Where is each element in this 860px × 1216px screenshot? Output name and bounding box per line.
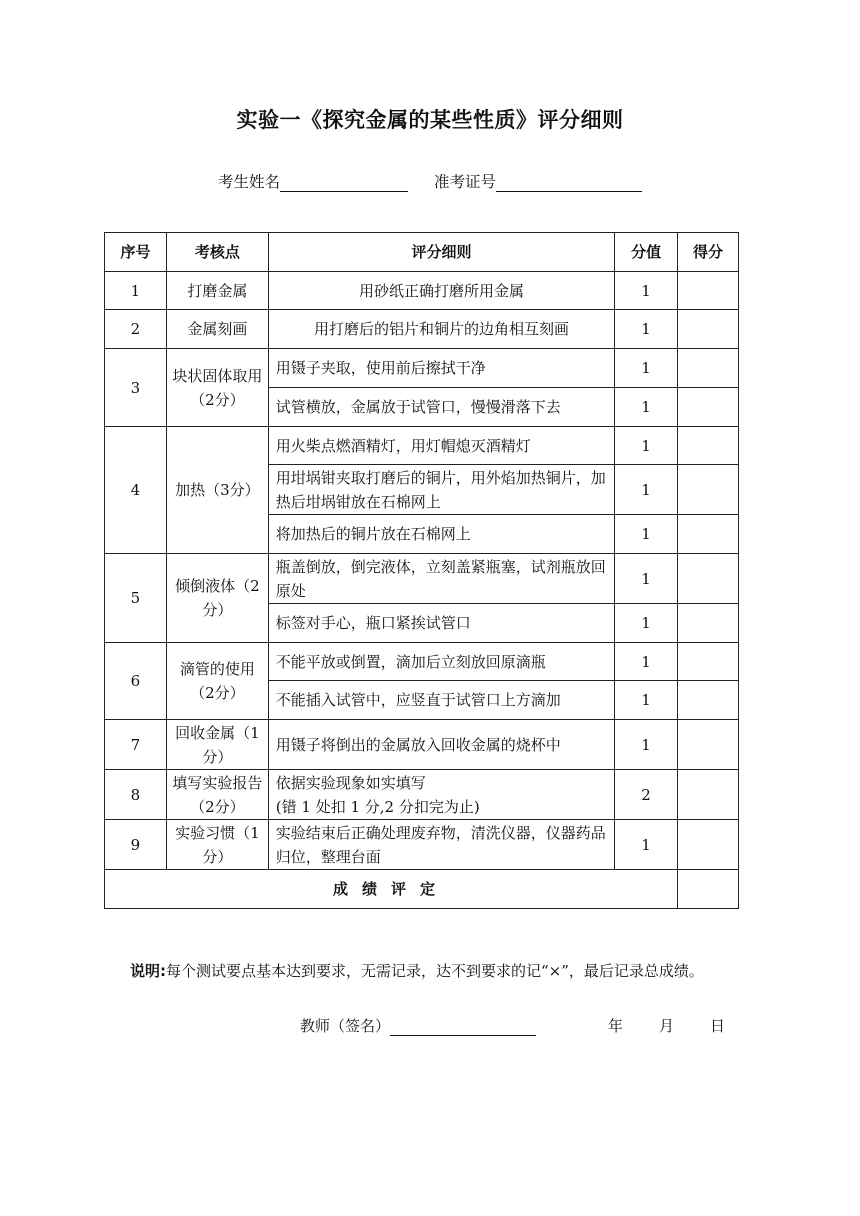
row-criteria: 用坩埚钳夹取打磨后的铜片，用外焰加热铜片，加热后坩埚钳放在石棉网上: [268, 465, 614, 515]
row-no: 9: [105, 820, 167, 870]
score-cell[interactable]: [678, 770, 739, 820]
note-text: 每个测试要点基本达到要求，无需记录，达不到要求的记“×”，最后记录总成绩。: [166, 962, 704, 980]
header-no: 序号: [105, 233, 167, 272]
row-no: 2: [105, 310, 167, 349]
row-score: 1: [615, 720, 678, 770]
row-criteria: 试管横放，金属放于试管口，慢慢滑落下去: [268, 388, 614, 427]
row-no: 3: [105, 349, 167, 427]
row-score: 1: [615, 820, 678, 870]
row-score: 1: [615, 349, 678, 388]
note-label: 说明:: [130, 962, 166, 980]
table-row: [105, 349, 739, 388]
score-cell[interactable]: [678, 427, 739, 465]
table-row: [105, 272, 739, 310]
row-point: 块状固体取用（2分）: [166, 349, 268, 427]
row-score: 1: [615, 604, 678, 643]
row-no: 4: [105, 427, 167, 554]
row-criteria: 用镊子夹取，使用前后擦拭干净: [268, 349, 614, 388]
header-point: 考核点: [166, 233, 268, 272]
month-label: 月: [659, 1017, 675, 1035]
header-score-got: 得分: [678, 233, 739, 272]
score-cell[interactable]: [678, 388, 739, 427]
document-title: 实验一《探究金属的某些性质》评分细则: [236, 108, 624, 132]
teacher-signature: [300, 1015, 536, 1036]
candidate-info: [0, 170, 860, 192]
table-row: [105, 820, 739, 870]
id-label: 准考证号: [434, 173, 497, 191]
year-label: 年: [608, 1017, 624, 1035]
note: [130, 956, 740, 986]
row-criteria: 标签对手心，瓶口紧挨试管口: [268, 604, 614, 643]
id-blank[interactable]: [496, 175, 642, 192]
row-criteria: 用火柴点燃酒精灯，用灯帽熄灭酒精灯: [268, 427, 614, 465]
row-point: 加热（3分）: [166, 427, 268, 554]
header-score-value: 分值: [615, 233, 678, 272]
row-point: 金属刻画: [166, 310, 268, 349]
scoring-table: [104, 232, 739, 909]
name-blank[interactable]: [280, 175, 408, 192]
score-cell[interactable]: [678, 604, 739, 643]
row-point: 倾倒液体（2分）: [166, 554, 268, 643]
score-cell[interactable]: [678, 310, 739, 349]
row-point: 滴管的使用（2分）: [166, 643, 268, 720]
row-criteria: 不能平放或倒置，滴加后立刻放回原滴瓶: [268, 643, 614, 681]
score-cell[interactable]: [678, 515, 739, 554]
row-no: 1: [105, 272, 167, 310]
row-score: 1: [615, 515, 678, 554]
total-row: [105, 870, 739, 909]
row-no: 7: [105, 720, 167, 770]
date-field: [608, 1015, 725, 1036]
table-row: [105, 427, 739, 465]
score-cell[interactable]: [678, 349, 739, 388]
row-no: 5: [105, 554, 167, 643]
row-criteria: 瓶盖倒放，倒完液体，立刻盖紧瓶塞，试剂瓶放回原处: [268, 554, 614, 604]
table-row: [105, 310, 739, 349]
row-criteria: 用砂纸正确打磨所用金属: [268, 272, 614, 310]
row-point: 实验习惯（1分）: [166, 820, 268, 870]
table-row: [105, 643, 739, 681]
table-row: [105, 770, 739, 820]
row-no: 6: [105, 643, 167, 720]
row-score: 1: [615, 643, 678, 681]
row-criteria: 用打磨后的铝片和铜片的边角相互刻画: [268, 310, 614, 349]
row-score: 1: [615, 465, 678, 515]
row-criteria: [268, 770, 614, 820]
criteria-line: 依据实验现象如实填写: [275, 773, 426, 792]
row-score: 1: [615, 272, 678, 310]
row-score: 2: [615, 770, 678, 820]
score-cell[interactable]: [678, 720, 739, 770]
total-label: 成绩评定: [105, 870, 678, 909]
name-label: 考生姓名: [217, 173, 280, 191]
total-score-cell[interactable]: [678, 870, 739, 909]
signature-label: 教师（签名）: [300, 1017, 391, 1035]
row-criteria: 用镊子将倒出的金属放入回收金属的烧杯中: [268, 720, 614, 770]
row-score: 1: [615, 681, 678, 720]
score-cell[interactable]: [678, 681, 739, 720]
row-criteria: 将加热后的铜片放在石棉网上: [268, 515, 614, 554]
table-row: [105, 554, 739, 604]
signature-blank[interactable]: [390, 1019, 536, 1036]
table-row: [105, 720, 739, 770]
day-label: 日: [710, 1017, 726, 1035]
row-point: 打磨金属: [166, 272, 268, 310]
table-header-row: [105, 233, 739, 272]
row-score: 1: [615, 310, 678, 349]
row-point: 回收金属（1分）: [166, 720, 268, 770]
score-cell[interactable]: [678, 820, 739, 870]
score-cell[interactable]: [678, 554, 739, 604]
row-criteria: 不能插入试管中，应竖直于试管口上方滴加: [268, 681, 614, 720]
row-point: 填写实验报告（2分）: [166, 770, 268, 820]
header-criteria: 评分细则: [268, 233, 614, 272]
score-cell[interactable]: [678, 643, 739, 681]
score-cell[interactable]: [678, 272, 739, 310]
score-cell[interactable]: [678, 465, 739, 515]
row-score: 1: [615, 427, 678, 465]
row-score: 1: [615, 554, 678, 604]
row-criteria: 实验结束后正确处理废弃物，清洗仪器，仪器药品归位，整理台面: [268, 820, 614, 870]
criteria-line: (错 1 处扣 1 分,2 分扣完为止): [275, 797, 480, 816]
row-no: 8: [105, 770, 167, 820]
row-score: 1: [615, 388, 678, 427]
